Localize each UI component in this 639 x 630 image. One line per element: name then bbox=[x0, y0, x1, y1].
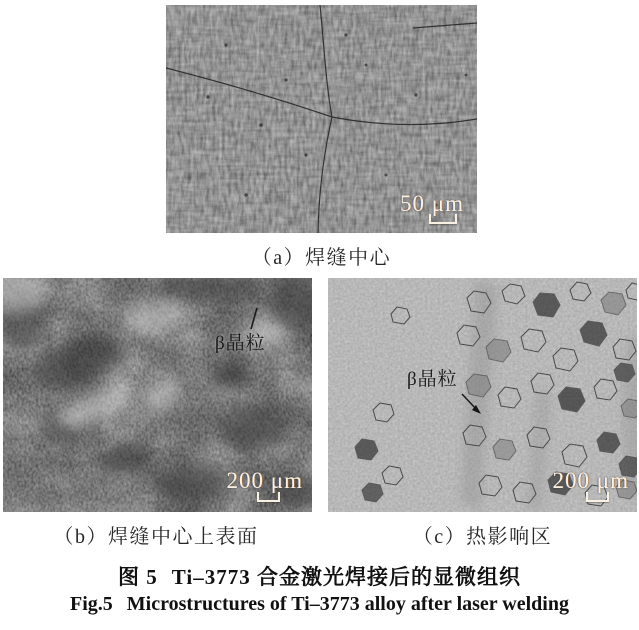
scale-bar-bracket bbox=[586, 492, 609, 502]
figure-number-zh: 图 5 bbox=[118, 565, 158, 589]
panel-caption-a: （a）焊缝中心 bbox=[251, 247, 392, 269]
scale-bar-bracket bbox=[257, 492, 280, 502]
beta-grain-label: β晶粒 bbox=[407, 369, 458, 390]
scale-bar-label: 200 μm bbox=[552, 468, 629, 493]
beta-grain-label: β晶粒 bbox=[215, 333, 266, 354]
scale-bar-bracket bbox=[429, 214, 457, 224]
figure-caption-en bbox=[0, 593, 639, 616]
micrograph-panel-b bbox=[3, 278, 312, 512]
figure-title-zh: Ti–3773 合金激光焊接后的显微组织 bbox=[171, 565, 521, 589]
scale-bar-label: 200 μm bbox=[226, 468, 303, 493]
figure-title-en: Microstructures of Ti–3773 alloy after laser welding bbox=[126, 593, 569, 615]
micrograph-panel-c bbox=[328, 278, 637, 512]
scale-bar-label: 50 μm bbox=[400, 191, 464, 216]
figure-caption-zh bbox=[0, 561, 639, 591]
panel-caption-c: （c）热影响区 bbox=[412, 526, 553, 548]
figure-number-en: Fig.5 bbox=[70, 593, 113, 615]
micrograph-panel-a bbox=[166, 5, 477, 233]
panel-caption-b: （b）焊缝中心上表面 bbox=[53, 526, 259, 548]
